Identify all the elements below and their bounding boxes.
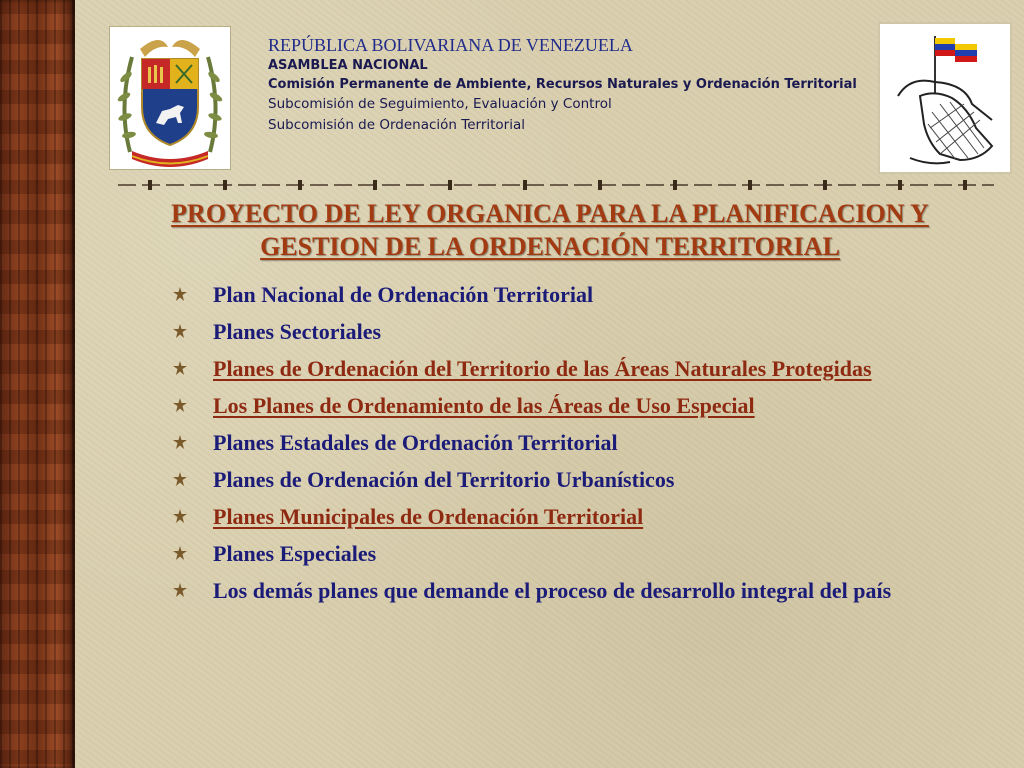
slide-title — [110, 197, 990, 263]
list-item — [170, 280, 970, 309]
star-bullet-icon — [173, 435, 187, 449]
header-country: REPÚBLICA BOLIVARIANA DE VENEZUELA — [268, 35, 633, 55]
star-bullet-icon — [173, 472, 187, 486]
list-item-text: Plan Nacional de Ordenación Territorial — [213, 282, 594, 307]
header-commission: Comisión Permanente de Ambiente, Recursos Naturales y Ordenación Territorial — [268, 77, 857, 92]
star-bullet-icon — [173, 398, 187, 412]
institution-header — [268, 34, 857, 136]
title-line-2: GESTION DE LA ORDENACIÓN TERRITORIAL — [260, 232, 840, 261]
header-subcommission-2: Subcomisión de Ordenación Territorial — [268, 117, 526, 133]
star-bullet-icon — [173, 361, 187, 375]
header-subcommission-1: Subcomisión de Seguimiento, Evaluación y Control — [268, 96, 612, 112]
plans-list — [170, 280, 970, 613]
list-item — [170, 576, 970, 605]
assembly-logo-image — [878, 22, 1012, 174]
list-item-text[interactable]: Planes de Ordenación del Territorio de las Áreas Naturales Protegidas — [213, 356, 872, 381]
list-item — [170, 428, 970, 457]
list-item-text: Planes de Ordenación del Territorio Urbanísticos — [213, 467, 675, 492]
list-item-text: Planes Estadales de Ordenación Territorial — [213, 430, 618, 455]
header-assembly: ASAMBLEA NACIONAL — [268, 58, 428, 73]
star-bullet-icon — [173, 324, 187, 338]
star-bullet-icon — [173, 546, 187, 560]
list-item-link[interactable] — [170, 391, 970, 420]
list-item-text[interactable]: Planes Municipales de Ordenación Territorial — [213, 504, 644, 529]
star-bullet-icon — [173, 509, 187, 523]
list-item-link[interactable] — [170, 502, 970, 531]
list-item — [170, 539, 970, 568]
list-item — [170, 317, 970, 346]
list-item-text: Los demás planes que demande el proceso de desarrollo integral del país — [213, 578, 892, 603]
star-bullet-icon — [173, 287, 187, 301]
coat-of-arms-image — [109, 26, 231, 170]
list-item-text[interactable]: Los Planes de Ordenamiento de las Áreas de Uso Especial — [213, 393, 755, 418]
list-item-link[interactable] — [170, 354, 970, 383]
decorative-divider — [118, 178, 994, 197]
title-line-1: PROYECTO DE LEY ORGANICA PARA LA PLANIFICACION Y — [171, 199, 929, 228]
list-item — [170, 465, 970, 494]
list-item-text: Planes Especiales — [213, 541, 377, 566]
star-bullet-icon — [173, 583, 187, 597]
list-item-text: Planes Sectoriales — [213, 319, 382, 344]
wood-border — [0, 0, 75, 768]
